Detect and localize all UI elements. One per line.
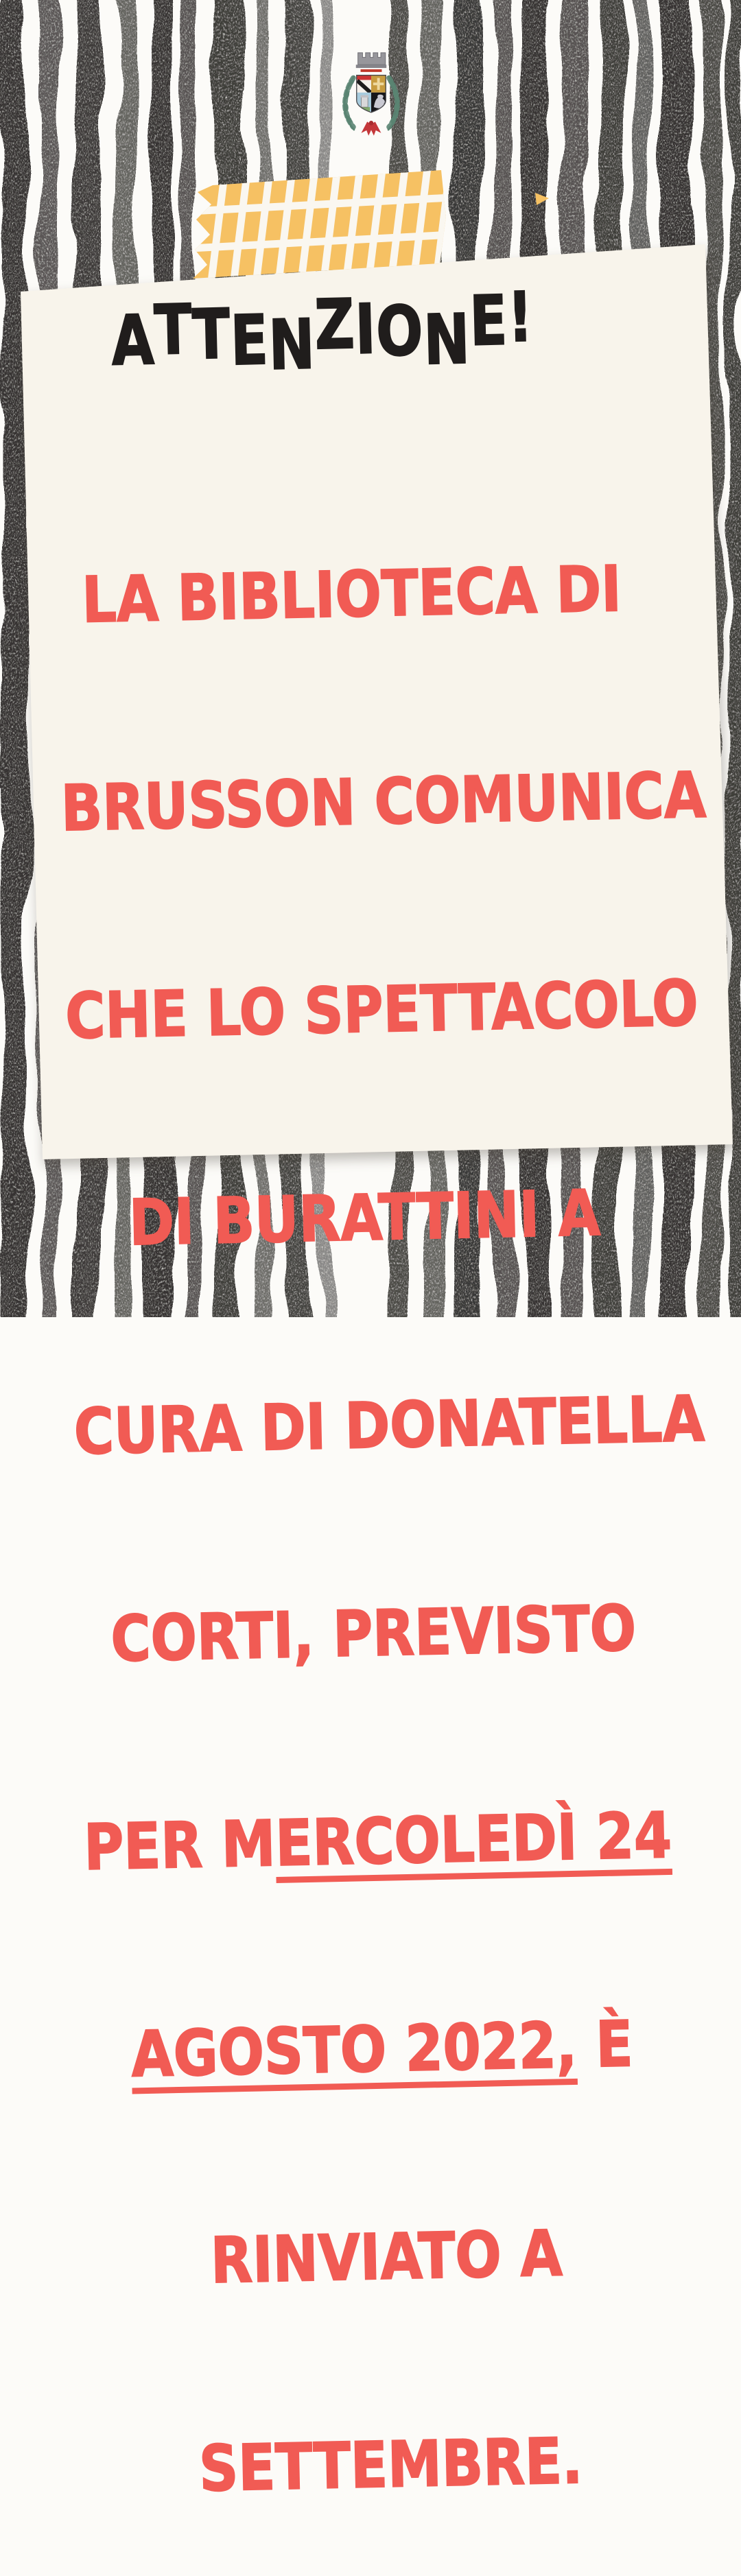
body-line: CHE LO SPETTACOLO [64,966,699,1054]
body-line: DI BURATTINI A [128,1176,602,1260]
body-line: LA BIBLIOTECA DI [81,552,622,637]
body-line: BRUSSON COMUNICA [60,758,707,846]
body-line: SETTEMBRE. [198,2424,584,2506]
tape-fleck [535,193,549,205]
body-line: CURA DI DONATELLA [73,1382,705,1469]
body-line: PER MERCOLEDÌ 24 [83,1798,672,1884]
washi-tape-icon [177,162,563,287]
body-line: RINVIATO A [210,2217,563,2298]
body-line: CORTI, PREVISTO [110,1591,637,1676]
body-line: AGOSTO 2022, È [130,2007,634,2092]
poster-body [5,414,736,2576]
poster-title: ATTENZIONE! [110,276,534,386]
